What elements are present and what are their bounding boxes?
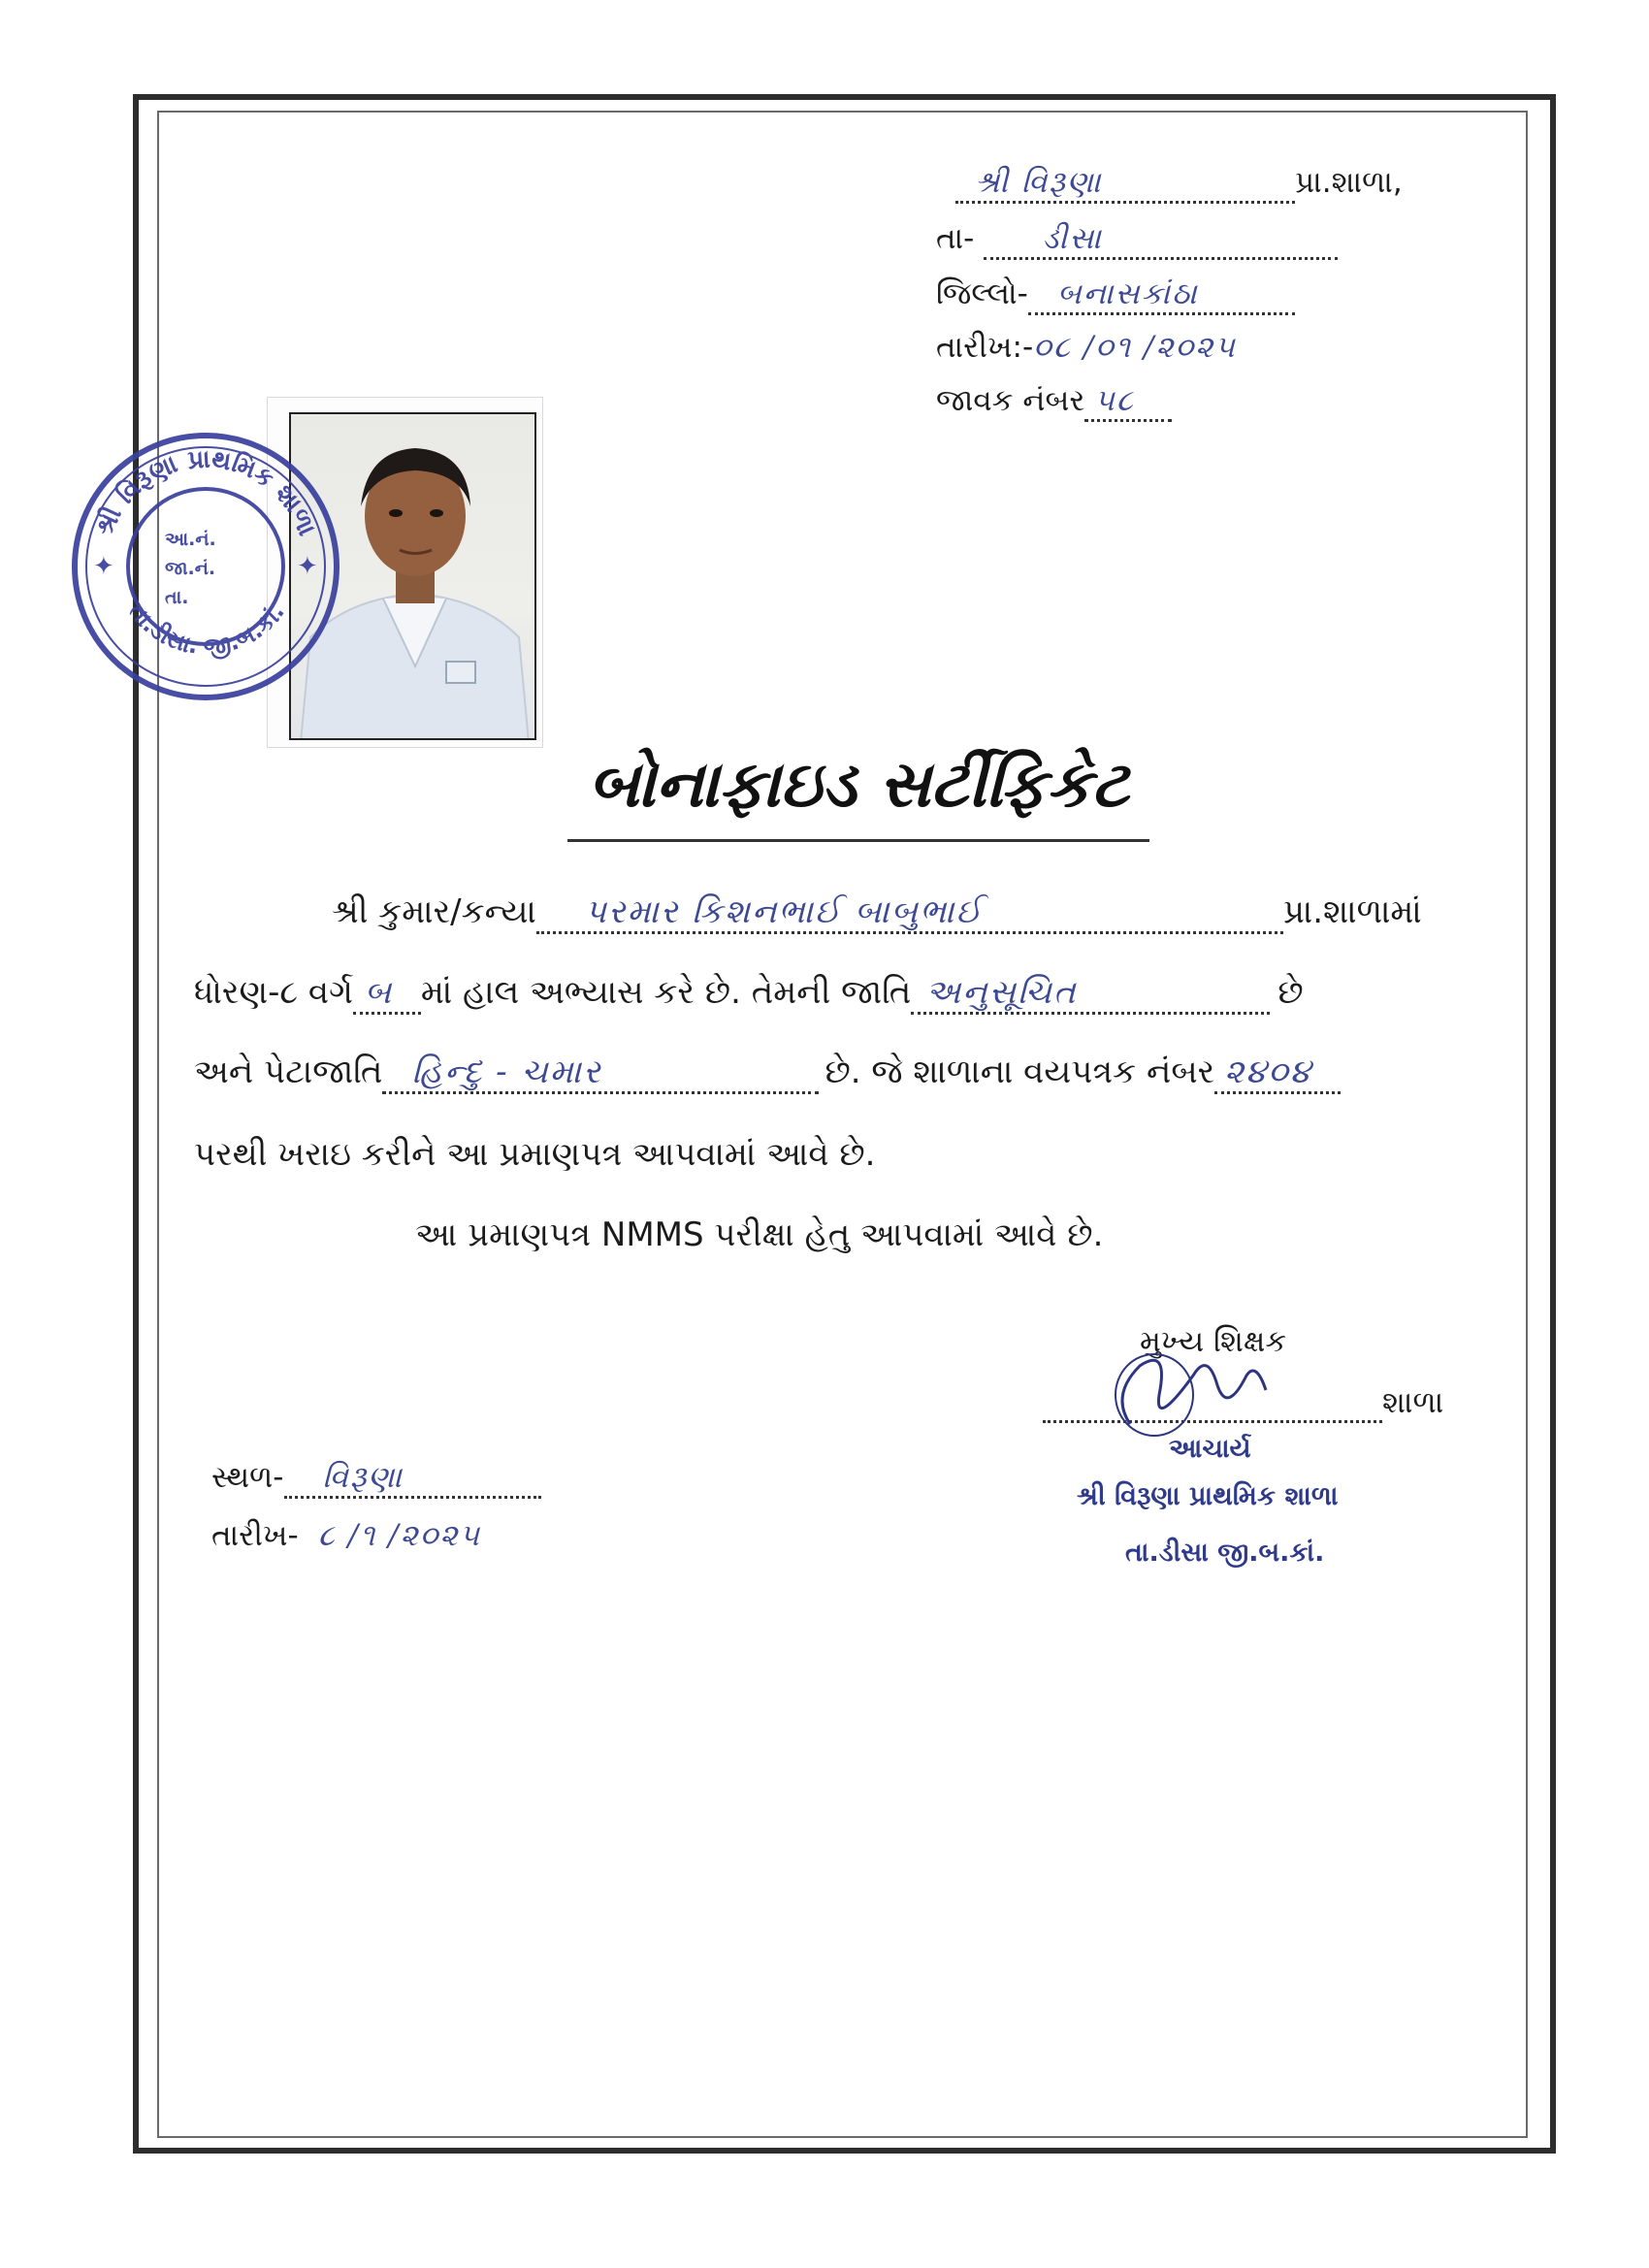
svg-text:શ્રી વિરૂણા પ્રાથમિક શાળા [90, 445, 322, 540]
standard-label: ધોરણ-૮ વર્ગ [194, 973, 353, 1012]
certificate-title: બોનાફાઇડ સર્ટીફિકેટ [588, 747, 1129, 822]
register-text: છે. જે શાળાના વયપત્રક નંબર [824, 1053, 1215, 1091]
body-line-4: પરથી ખરાઇ કરીને આ પ્રમાણપત્ર આપવામાં આવે છે. [194, 1135, 876, 1174]
place-label: સ્થળ- [211, 1460, 284, 1495]
body-line-3 [194, 1053, 1341, 1094]
stamp-inner-line-1: આ.નં. [165, 529, 216, 550]
header-outward-line [936, 383, 1172, 422]
stamp-seal-icon [68, 429, 344, 705]
principal-seal-school: શ્રી વિરૂણા પ્રાથમિક શાળા [1077, 1481, 1339, 1511]
district-label: જિલ્લો- [936, 276, 1028, 311]
division-handwritten: બ [364, 973, 394, 1012]
study-text: માં હાલ અભ્યાસ કરે છે. તેમની જાતિ [420, 973, 912, 1012]
taluka-handwritten: ડીસા [1042, 221, 1103, 256]
svg-text:✦: ✦ [93, 552, 114, 581]
signature-line [1043, 1385, 1443, 1423]
stamp-ring-bottom: તા.ડીસા. જી.બ.કાં. [123, 598, 290, 662]
svg-text:તા.ડીસા. જી.બ.કાં. [123, 599, 290, 663]
place-handwritten: વિરૂણા [322, 1460, 404, 1495]
footer-date-handwritten: ૮ /૧ /૨૦૨૫ [317, 1518, 481, 1553]
title-underline [567, 839, 1149, 842]
outward-label: જાવક નંબર [936, 383, 1085, 418]
district-handwritten: બનાસકાંઠા [1056, 276, 1199, 311]
signature-school-suffix: શાળા [1382, 1385, 1444, 1420]
header-district-line [936, 276, 1295, 315]
stamp-ring-text: શ્રી વિરૂણા પ્રાથમિક શાળા [89, 444, 322, 540]
caste-handwritten: અનુસૂચિત [925, 973, 1078, 1012]
head-teacher-label: મુખ્ય શિક્ષક [1140, 1324, 1287, 1359]
date-handwritten: ૦૮ /૦૧ /૨૦૨૫ [1033, 330, 1237, 365]
date-label: તારીખ:- [936, 330, 1034, 365]
footer-date-label: તારીખ- [211, 1518, 299, 1553]
student-name-handwritten: પરમાર કિશનભાઈ બાબુભાઈ [584, 892, 984, 931]
register-number-handwritten: ૨૪૦૪ [1224, 1053, 1312, 1091]
stamp-inner-line-2: જા.નં. [165, 558, 216, 579]
school-suffix-label: પ્રા.શાળામાં [1282, 892, 1422, 931]
school-suffix: પ્રા.શાળા, [1295, 165, 1403, 200]
subcaste-handwritten: હિન્દુ - ચમાર [411, 1053, 602, 1091]
body-line-1 [332, 892, 1422, 934]
stamp-inner-line-3: તા. [165, 587, 189, 608]
svg-text:✦: ✦ [297, 552, 318, 581]
school-name-handwritten: શ્રી વિરૂણા [975, 165, 1103, 200]
header-school-line [955, 165, 1403, 204]
principal-seal-taluka: તા.ડીસા જી.બ.કાં. [1125, 1538, 1325, 1568]
footer-date-line [211, 1518, 481, 1554]
header-taluka-line [936, 221, 1338, 260]
principal-seal-title: આચાર્ય [1169, 1434, 1251, 1464]
che-label: છે [1277, 973, 1304, 1012]
kumar-kanya-label: શ્રી કુમાર/કન્યા [332, 892, 536, 931]
place-line [211, 1460, 541, 1499]
taluka-label: તા- [936, 221, 975, 256]
school-round-stamp [68, 429, 344, 705]
body-line-2 [194, 973, 1304, 1015]
subcaste-label: અને પેટાજાતિ [194, 1053, 383, 1091]
header-date-line [936, 330, 1237, 366]
body-line-5: આ પ્રમાણપત્ર NMMS પરીક્ષા હેતુ આપવામાં આવે છે. [415, 1215, 1104, 1254]
outward-handwritten: ૫૮ [1094, 383, 1135, 418]
signature-scribble-icon [1101, 1337, 1285, 1443]
